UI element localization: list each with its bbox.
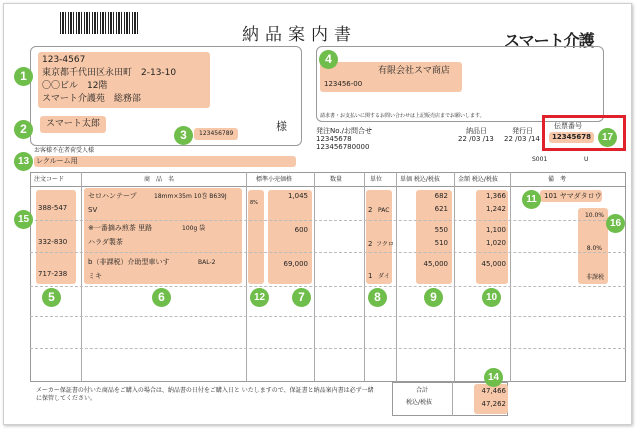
absent-label: お客様不在者荷受人様 [34,147,95,154]
recipient-name: スマート太郎 [40,116,106,133]
col-header-amount: 金額 税込/税抜 [458,176,498,183]
col-divider [364,172,365,382]
row-divider [30,220,626,221]
marker-3: 3 [174,126,193,145]
row-divider [30,286,626,287]
delivery-note-page [3,3,632,425]
row2-amt-in: 1,100 [485,226,506,234]
col-header-unit: 単位 [370,176,383,183]
code-s001: S001 [532,156,548,163]
row2-spec: 100g 袋 [182,225,206,232]
row3-tax: 非課税 [585,274,604,281]
sender-note: 請求書・お支払いに関するお問い合わせは上記販売店までお願いします。 [320,113,485,119]
total-label-tax: 税込/税抜 [406,399,433,406]
marker-9: 9 [424,288,443,307]
unit-column-highlight [366,190,392,284]
row3-unit: ダイ [378,273,390,280]
issue-date: 22 /03 /14 [504,135,540,143]
row1-code: 388-547 [38,204,68,212]
marker-6: 6 [152,288,171,307]
col-divider [396,172,397,382]
row-divider [30,252,626,253]
marker-17: 17 [598,128,617,147]
marker-10: 10 [482,288,501,307]
barcode [60,12,138,34]
col-header-remarks: 備 考 [548,176,567,183]
row3-list-price: 69,000 [283,260,308,268]
row3-price-in: 45,000 [423,260,448,268]
row1-price-ex: 621 [434,205,448,213]
row2-name2: ハラダ製茶 [88,238,123,246]
total-in: 47,466 [481,387,506,395]
marker-12: 12 [250,288,269,307]
delivery-date: 22 /03 /13 [458,135,494,143]
slip-number-label: 伝票番号 [554,122,582,130]
row3-name2: ミキ [88,272,102,280]
col-divider [81,172,82,382]
sender-company: 有限会社スマ商店 [378,66,450,76]
row1-name2: SV [88,206,98,214]
total-divider [452,382,453,416]
address-line-3: スマート介護苑 総務部 [42,94,141,104]
recipient-code: 123456789 [194,128,238,140]
marker-7: 7 [292,288,311,307]
brand-logo: スマート介護 [504,31,594,50]
marker-13: 13 [14,152,33,171]
row2-amt-ex: 1,020 [485,239,506,247]
row3-qty: 1 [368,272,373,280]
address-line-2: 〇〇ビル 12階 [42,81,108,91]
row3-spec: BAL-2 [198,259,216,266]
col-divider [314,172,315,382]
row1-price-in: 682 [434,192,448,200]
delivery-date-label: 納品日 [466,127,487,135]
postal-code: 123-4567 [42,55,86,65]
footer-note: メーカー保証書の付いた商品をご購入の場合は、納品書の日付をご購入日と いたしますので、保証書と納品案内書は必ず一緒に保管してください。 [36,387,374,402]
marker-8: 8 [368,288,387,307]
code-u: U [584,156,589,163]
row2-list-price: 600 [294,226,308,234]
row2-name1: ※一番摘み煎茶 里路 [88,224,153,232]
marker-16: 16 [606,214,625,233]
list-price-column-highlight [268,190,312,284]
col-divider [454,172,455,382]
col-header-order-code: 注文コード [34,176,65,183]
row3-name1: b（非課税）介助型車いす [88,258,170,266]
issue-date-label: 発行日 [512,127,533,135]
row2-price-in: 550 [434,226,448,234]
marker-1: 1 [14,67,33,86]
total-label: 合計 [416,387,429,394]
row1-spec: 18mm×35m 10巻 B639J [154,193,227,200]
row1-qty: 2 [368,206,373,214]
sender-code: 123456-00 [324,80,363,88]
order-no-1: 12345678 [316,135,352,143]
row2-tax: 8.0% [586,245,602,252]
marker-5: 5 [42,288,61,307]
row1-list-price: 1,045 [287,192,308,200]
row1-unit: PAC [378,207,390,214]
row1-amt-ex: 1,242 [485,205,506,213]
row3-amt-in: 45,000 [481,260,506,268]
row3-code: 717-238 [38,270,68,278]
header-rule [30,186,626,187]
col-header-unit-price: 単価 税込/税抜 [400,176,440,183]
row2-code: 332-830 [38,238,68,246]
col-header-product-name: 商 品 名 [144,176,175,183]
row1-remark: 101 ヤマダタロウ [544,192,602,200]
row1-tax: 10.0% [584,212,604,219]
marker-4: 4 [319,50,338,69]
address-line-1: 東京都千代田区永田町 2-13-10 [42,68,177,78]
row1-pct: 8% [250,200,258,206]
order-no-2: 123456780000 [316,143,370,151]
row1-name1: セロハンテープ [88,192,137,200]
total-ex: 47,262 [481,400,506,408]
document-title: 納品案内書 [242,25,357,45]
marker-15: 15 [14,210,33,229]
col-header-qty: 数量 [330,176,343,183]
col-divider [246,172,247,382]
col-divider [510,172,511,382]
slip-number: 12345678 [549,132,594,143]
row2-unit: フクロ [376,241,394,248]
row-divider [30,316,626,317]
marker-2: 2 [14,120,33,139]
row-divider [30,348,626,349]
row2-price-ex: 510 [434,239,448,247]
sama-label: 様 [276,120,287,133]
absent-value: レクルーム用 [34,156,296,167]
col-header-list-price: 標準小売価格 [256,176,293,183]
marker-11: 11 [522,190,541,209]
order-no-label: 発注No./お問合せ [316,127,372,135]
row1-amt-in: 1,366 [485,192,506,200]
row2-qty: 2 [368,240,373,248]
marker-14: 14 [484,368,503,387]
product-name-column-highlight [84,188,242,284]
